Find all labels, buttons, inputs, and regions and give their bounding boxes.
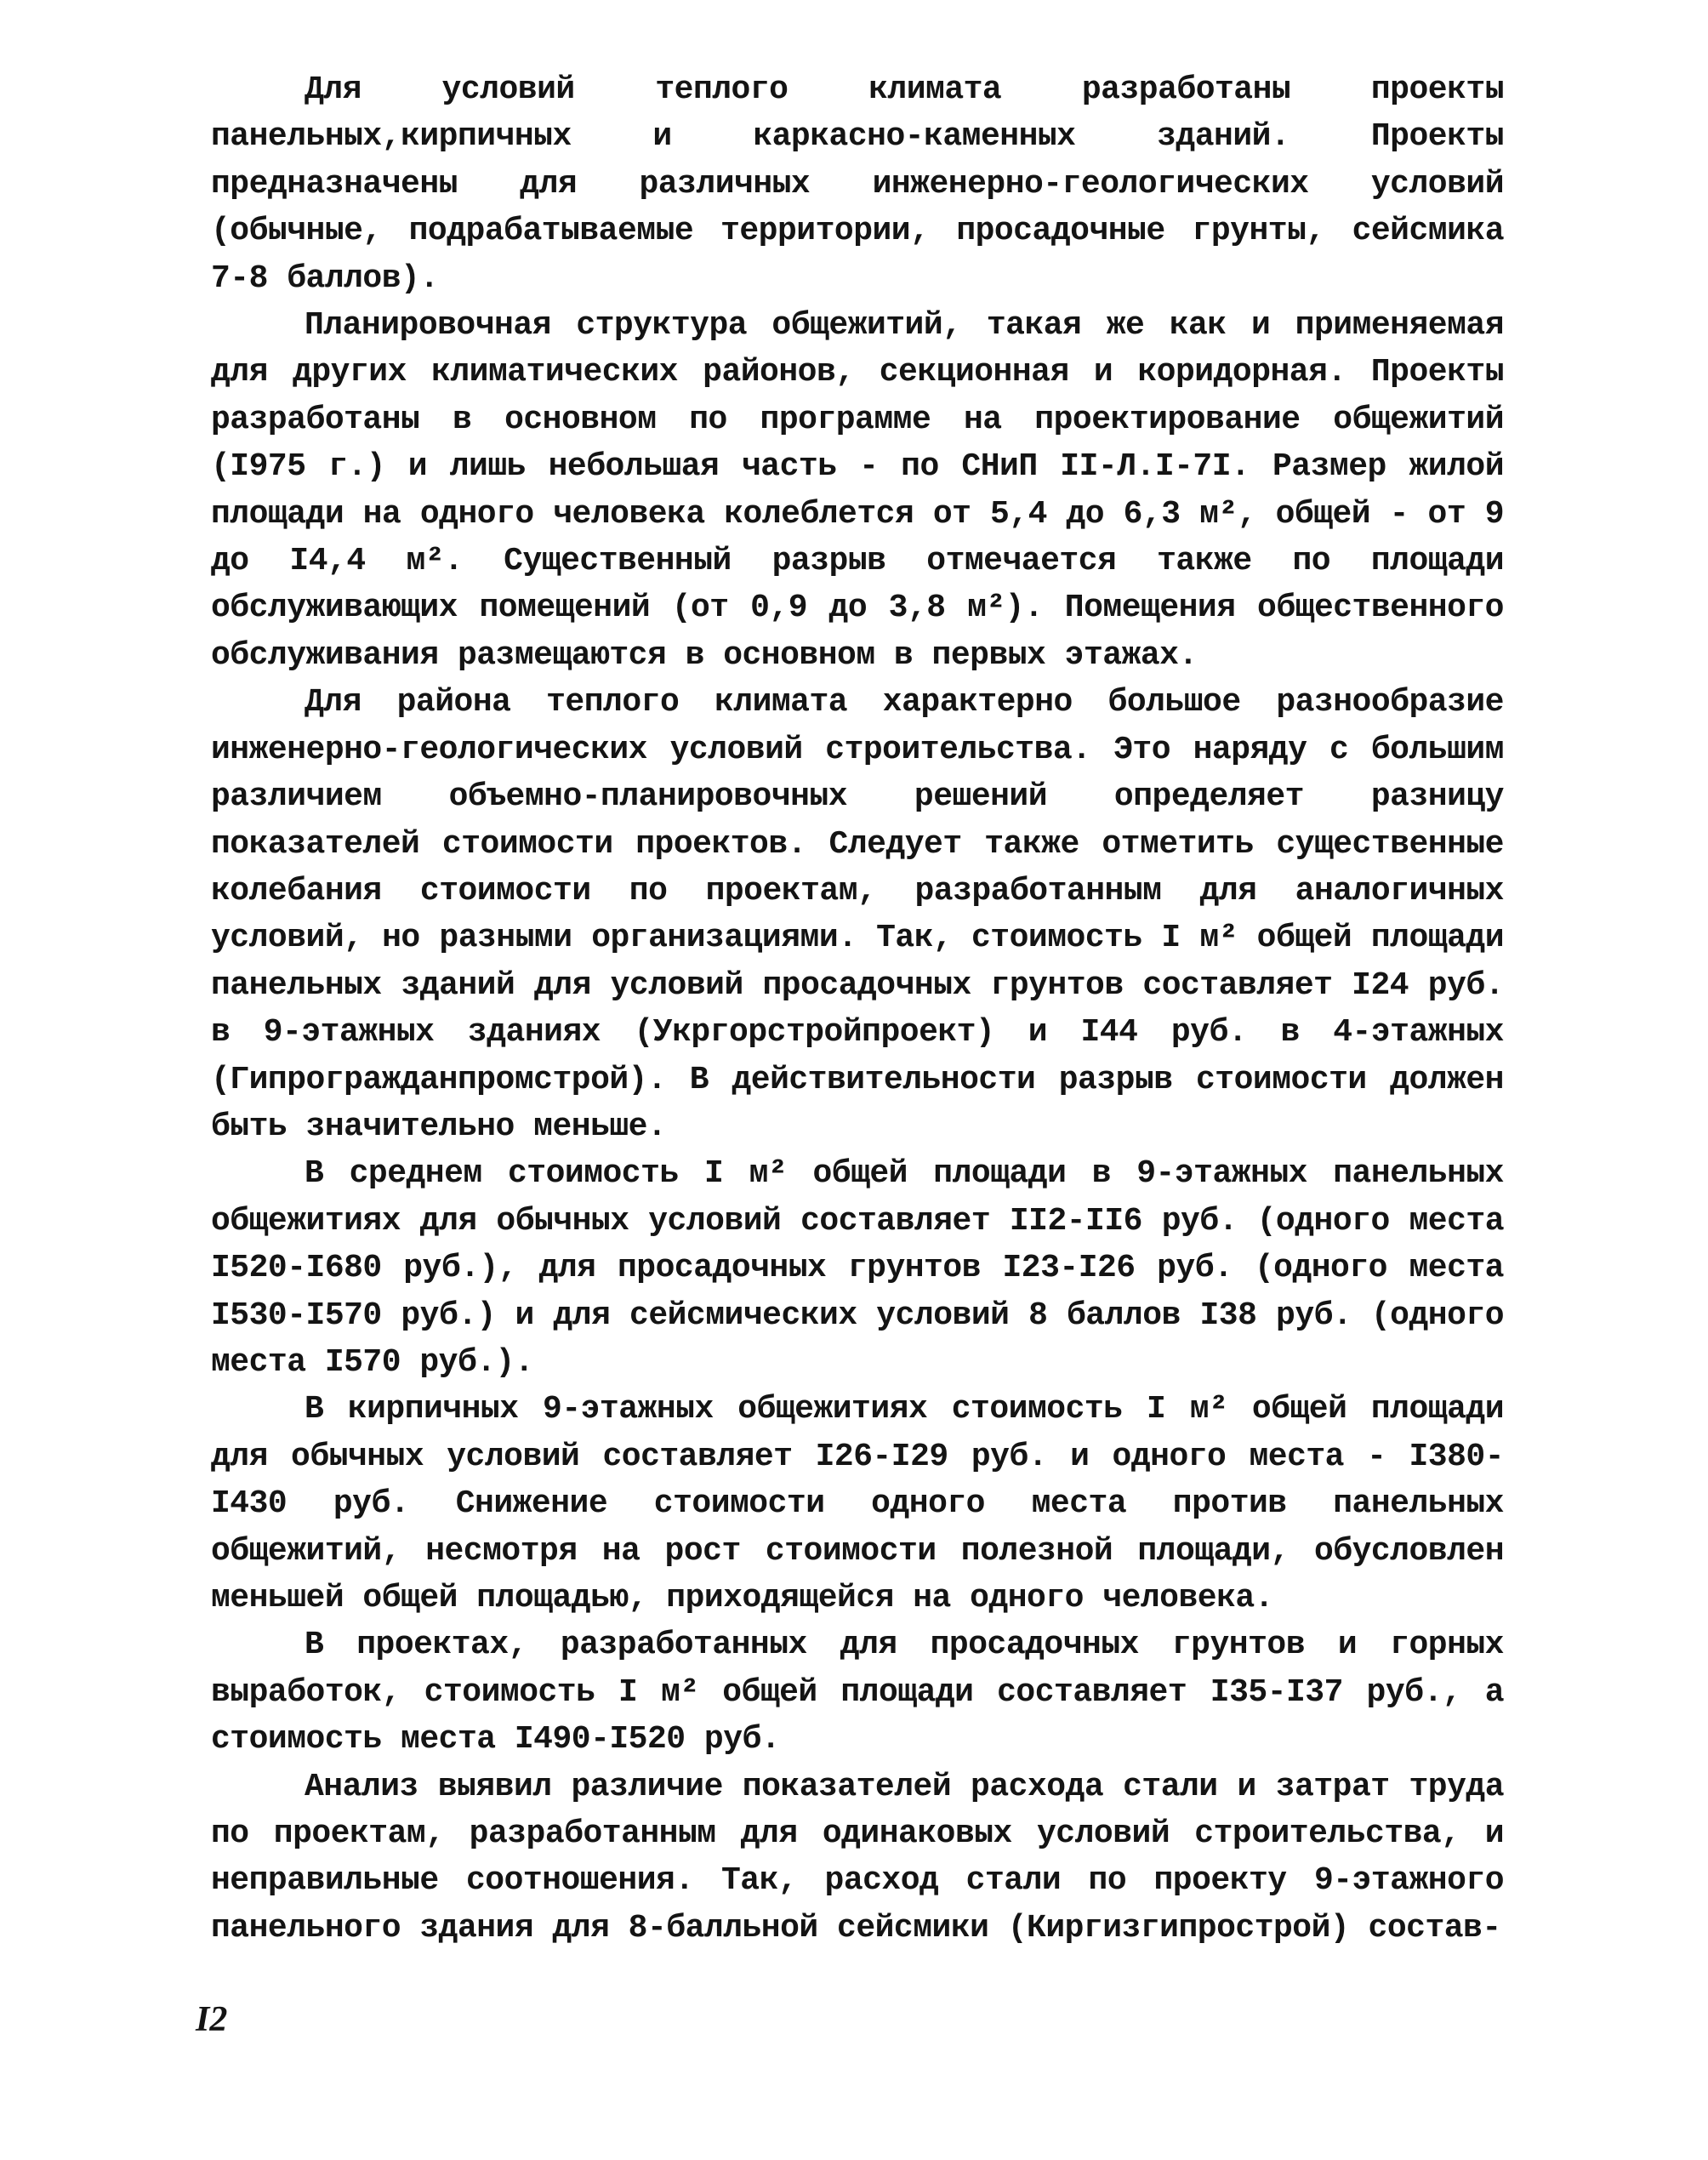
paragraph-6: В проектах, разработанных для просадочных грунтов и горных выработок, стоимость I м² общей площади составляет I35-I37 руб., а стоимость места I490-I520 руб. <box>211 1627 1504 1758</box>
body-text <box>211 66 1504 1952</box>
paragraph-5: В кирпичных 9-этажных общежитиях стоимость I м² общей площади для обычных условий составляет I26-I29 руб. и одного места - I380-I430 руб. Снижение стоимости одного места против панельных общежитий, несмотря на рост стоимости полезной площади, обусловлен меньшей общей площадью, приходящейся на одного человека. <box>211 1391 1504 1616</box>
paragraph-2: Планировочная структура общежитий, такая же как и применяемая для других климатических районов, секционная и коридорная. Проекты разработаны в основном по программе на проектирование общежитий (I975 г.) и лишь небольшая часть - по СНиП II-Л.I-7I. Размер жилой площади на одного человека колеблется от 5,4 до 6,3 м², общей - от 9 до I4,4 м². Существенный разрыв отмечается также по площади обслуживающих помещений (от 0,9 до 3,8 м²). Помещения общественного обслуживания размещаются в основном в первых этажах. <box>211 307 1504 674</box>
paragraph-4: В среднем стоимость I м² общей площади в 9-этажных панельных общежитиях для обычных условий составляет II2-II6 руб. (одного места I520-I680 руб.), для просадочных грунтов I23-I26 руб. (одного места I530-I570 руб.) и для сейсмических условий 8 баллов I38 руб. (одного места I570 руб.). <box>211 1155 1504 1381</box>
page-number: I2 <box>196 2000 228 2039</box>
paragraph-3: Для района теплого климата характерно большое разнообразие инженерно-геологических условий строительства. Это наряду с большим различием объемно-планировочных решений определяет разницу показателей стоимости проектов. Следует также отметить существенные колебания стоимости по проектам, разработанным для аналогичных условий, но разными организациями. Так, стоимость I м² общей площади панельных зданий для условий просадочных грунтов составляет I24 руб. в 9-этажных зданиях (Укргорстройпроект) и I44 руб. в 4-этажных (Гипрогражданпромстрой). В действительности разрыв стоимости должен быть значительно меньше. <box>211 684 1504 1145</box>
paragraph-7: Анализ выявил различие показателей расхода стали и затрат труда по проектам, разработанным для одинаковых условий строительства, и неправильные соотношения. Так, расход стали по проекту 9-этажного панельного здания для 8-балльной сейсмики (Киргизгипрострой) состав- <box>211 1768 1504 1946</box>
paragraph-1: Для условий теплого климата разработаны проекты панельных,кирпичных и каркасно-каменных зданий. Проекты предназначены для различных инженерно-геологических условий (обычные, подрабатываемые территории, просадочные грунты, сейсмика 7-8 баллов). <box>211 71 1504 297</box>
